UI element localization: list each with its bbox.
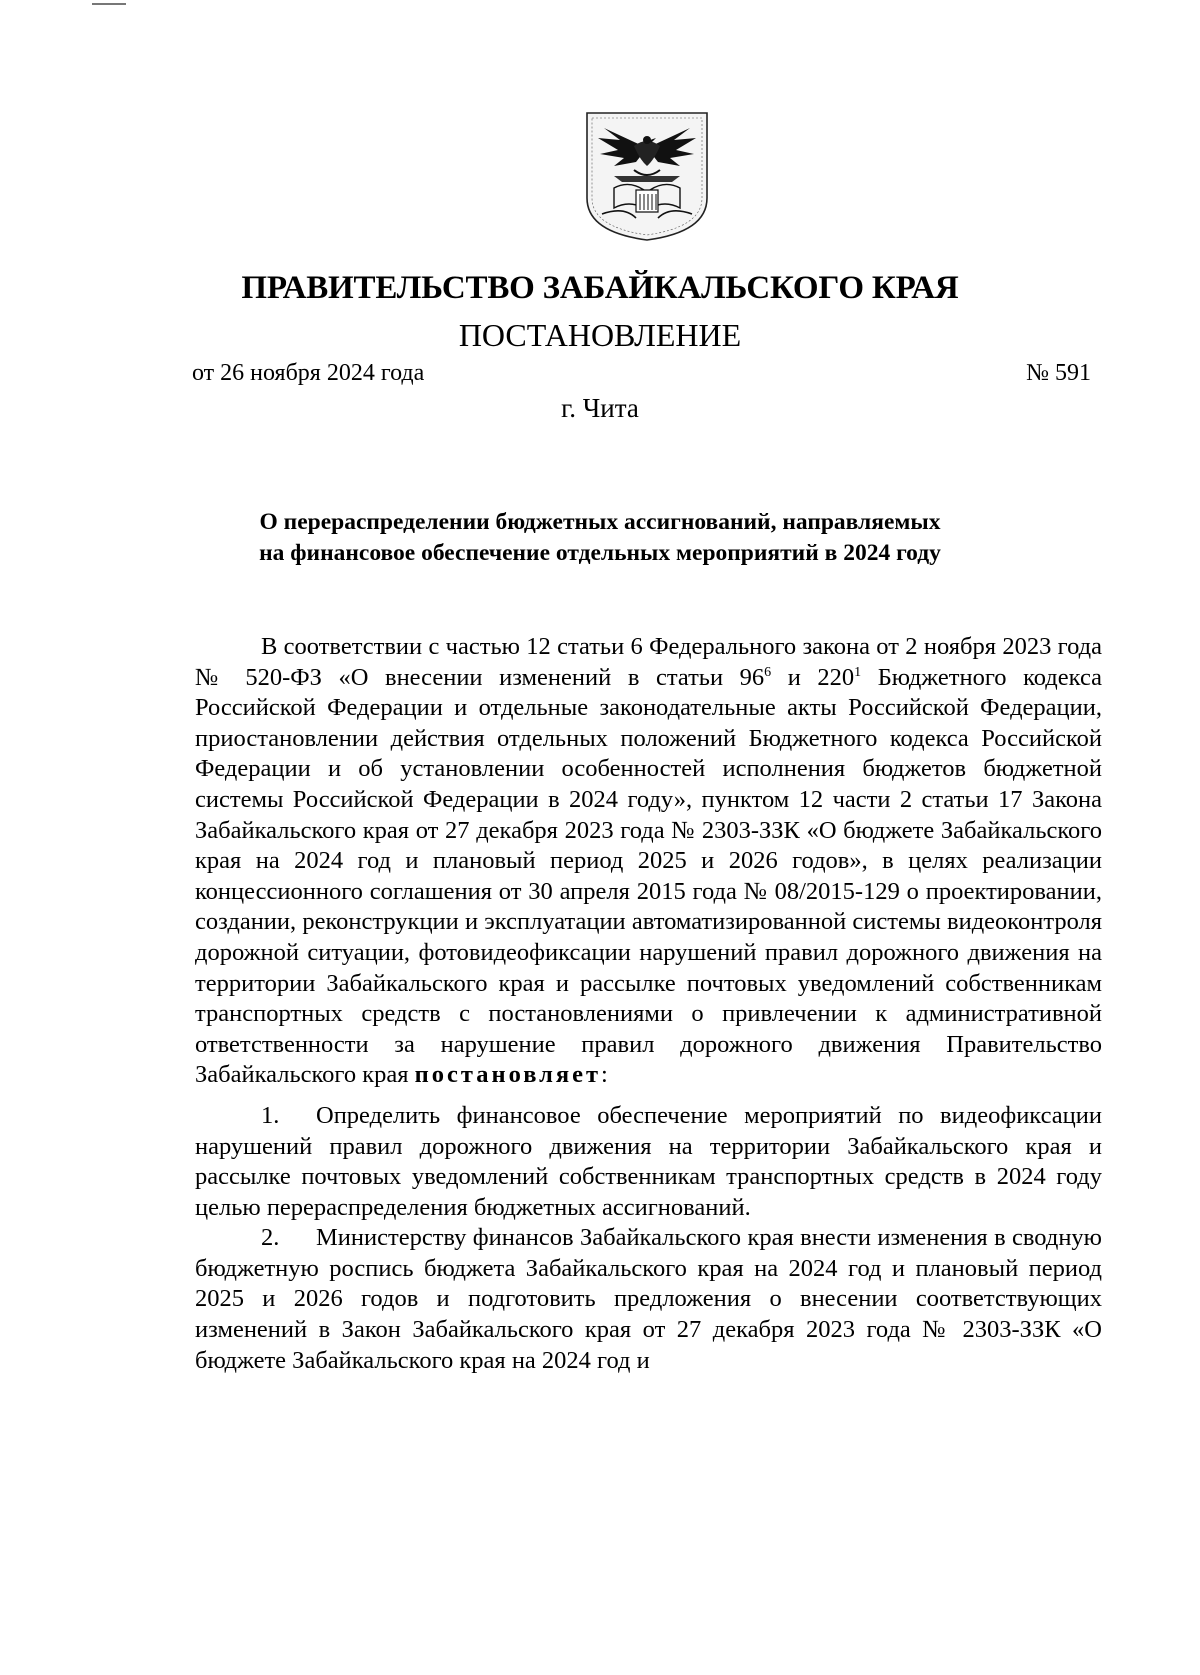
superscript-1: 6 [764,664,772,680]
preamble-text-2: и 220 [771,663,855,691]
decree-word: постановляет [414,1061,602,1089]
list-item-2 [195,1223,1102,1376]
document-body [195,632,1102,1376]
list-item-1 [195,1101,1102,1223]
item-text: Определить финансовое обеспечение мероприятий по видеофиксации нарушений правил дорожного движения на территории Забайкальского края и рассылке почтовых уведомлений собственникам транспортных средств в 2024 году целью перераспределения бюджетных ассигнований. [195,1101,1102,1221]
decree-colon: : [601,1061,608,1089]
item-number: 1. [261,1101,280,1129]
scan-artifact-line [92,3,126,5]
preamble-text-1: В соответствии с частью 12 статьи 6 Федерального закона от 2 ноября 2023 года № 520-ФЗ «О внесении изменений в статьи 96 [195,633,1102,691]
title-line-2: на финансовое обеспечение отдельных мероприятий в 2024 году [259,540,941,566]
document-city: г. Чита [561,393,639,423]
item-number: 2. [261,1224,280,1252]
document-number: № 591 [1026,360,1091,386]
coat-of-arms-emblem [584,110,710,242]
document-type: ПОСТАНОВЛЕНИЕ [458,317,742,353]
preamble-paragraph [195,632,1102,1091]
item-text: Министерству финансов Забайкальского края внести изменения в сводную бюджетную роспись бюджета Забайкальского края на 2024 год и плановый период 2025 и 2026 годов и подготовить предложения о внесении соответствующих изменений в Закон Забайкальского края от 27 декабря 2023 года № 2303-ЗЗК «О бюджете Забайкальского края на 2024 год и [195,1224,1102,1374]
title-line-1: О перераспределении бюджетных ассигнований, направляемых [259,509,941,535]
document-title [160,507,1040,569]
organization-name: ПРАВИТЕЛЬСТВО ЗАБАЙКАЛЬСКОГО КРАЯ [241,270,959,306]
document-date: от 26 ноября 2024 года [192,360,425,386]
superscript-2: 1 [854,664,862,680]
preamble-text-3: Бюджетного кодекса Российской Федерации и отдельные законодательные акты Российской Федерации, приостановлении действия отдельных положений Бюджетного кодекса Российской Федерации и об установлении особенностей исполнения бюджетов бюджетной системы Российской Федерации в 2024 году», пунктом 12 части 2 статьи 17 Закона Забайкальского края от 27 декабря 2023 года № 2303-ЗЗК «О бюджете Забайкальского края на 2024 год и плановый период 2025 и 2026 годов», в целях реализации концессионного соглашения от 30 апреля 2015 года № 08/2015-129 о проектировании, создании, реконструкции и эксплуатации автоматизированной системы видеоконтроля дорожной ситуации, фотовидеофиксации нарушений правил дорожного движения на территории Забайкальского края и рассылке почтовых уведомлений собственникам транспортных средств с постановлениями о привлечении к административной ответственности за нарушение правил дорожного движения Правительство Забайкальского края [195,663,1102,1089]
